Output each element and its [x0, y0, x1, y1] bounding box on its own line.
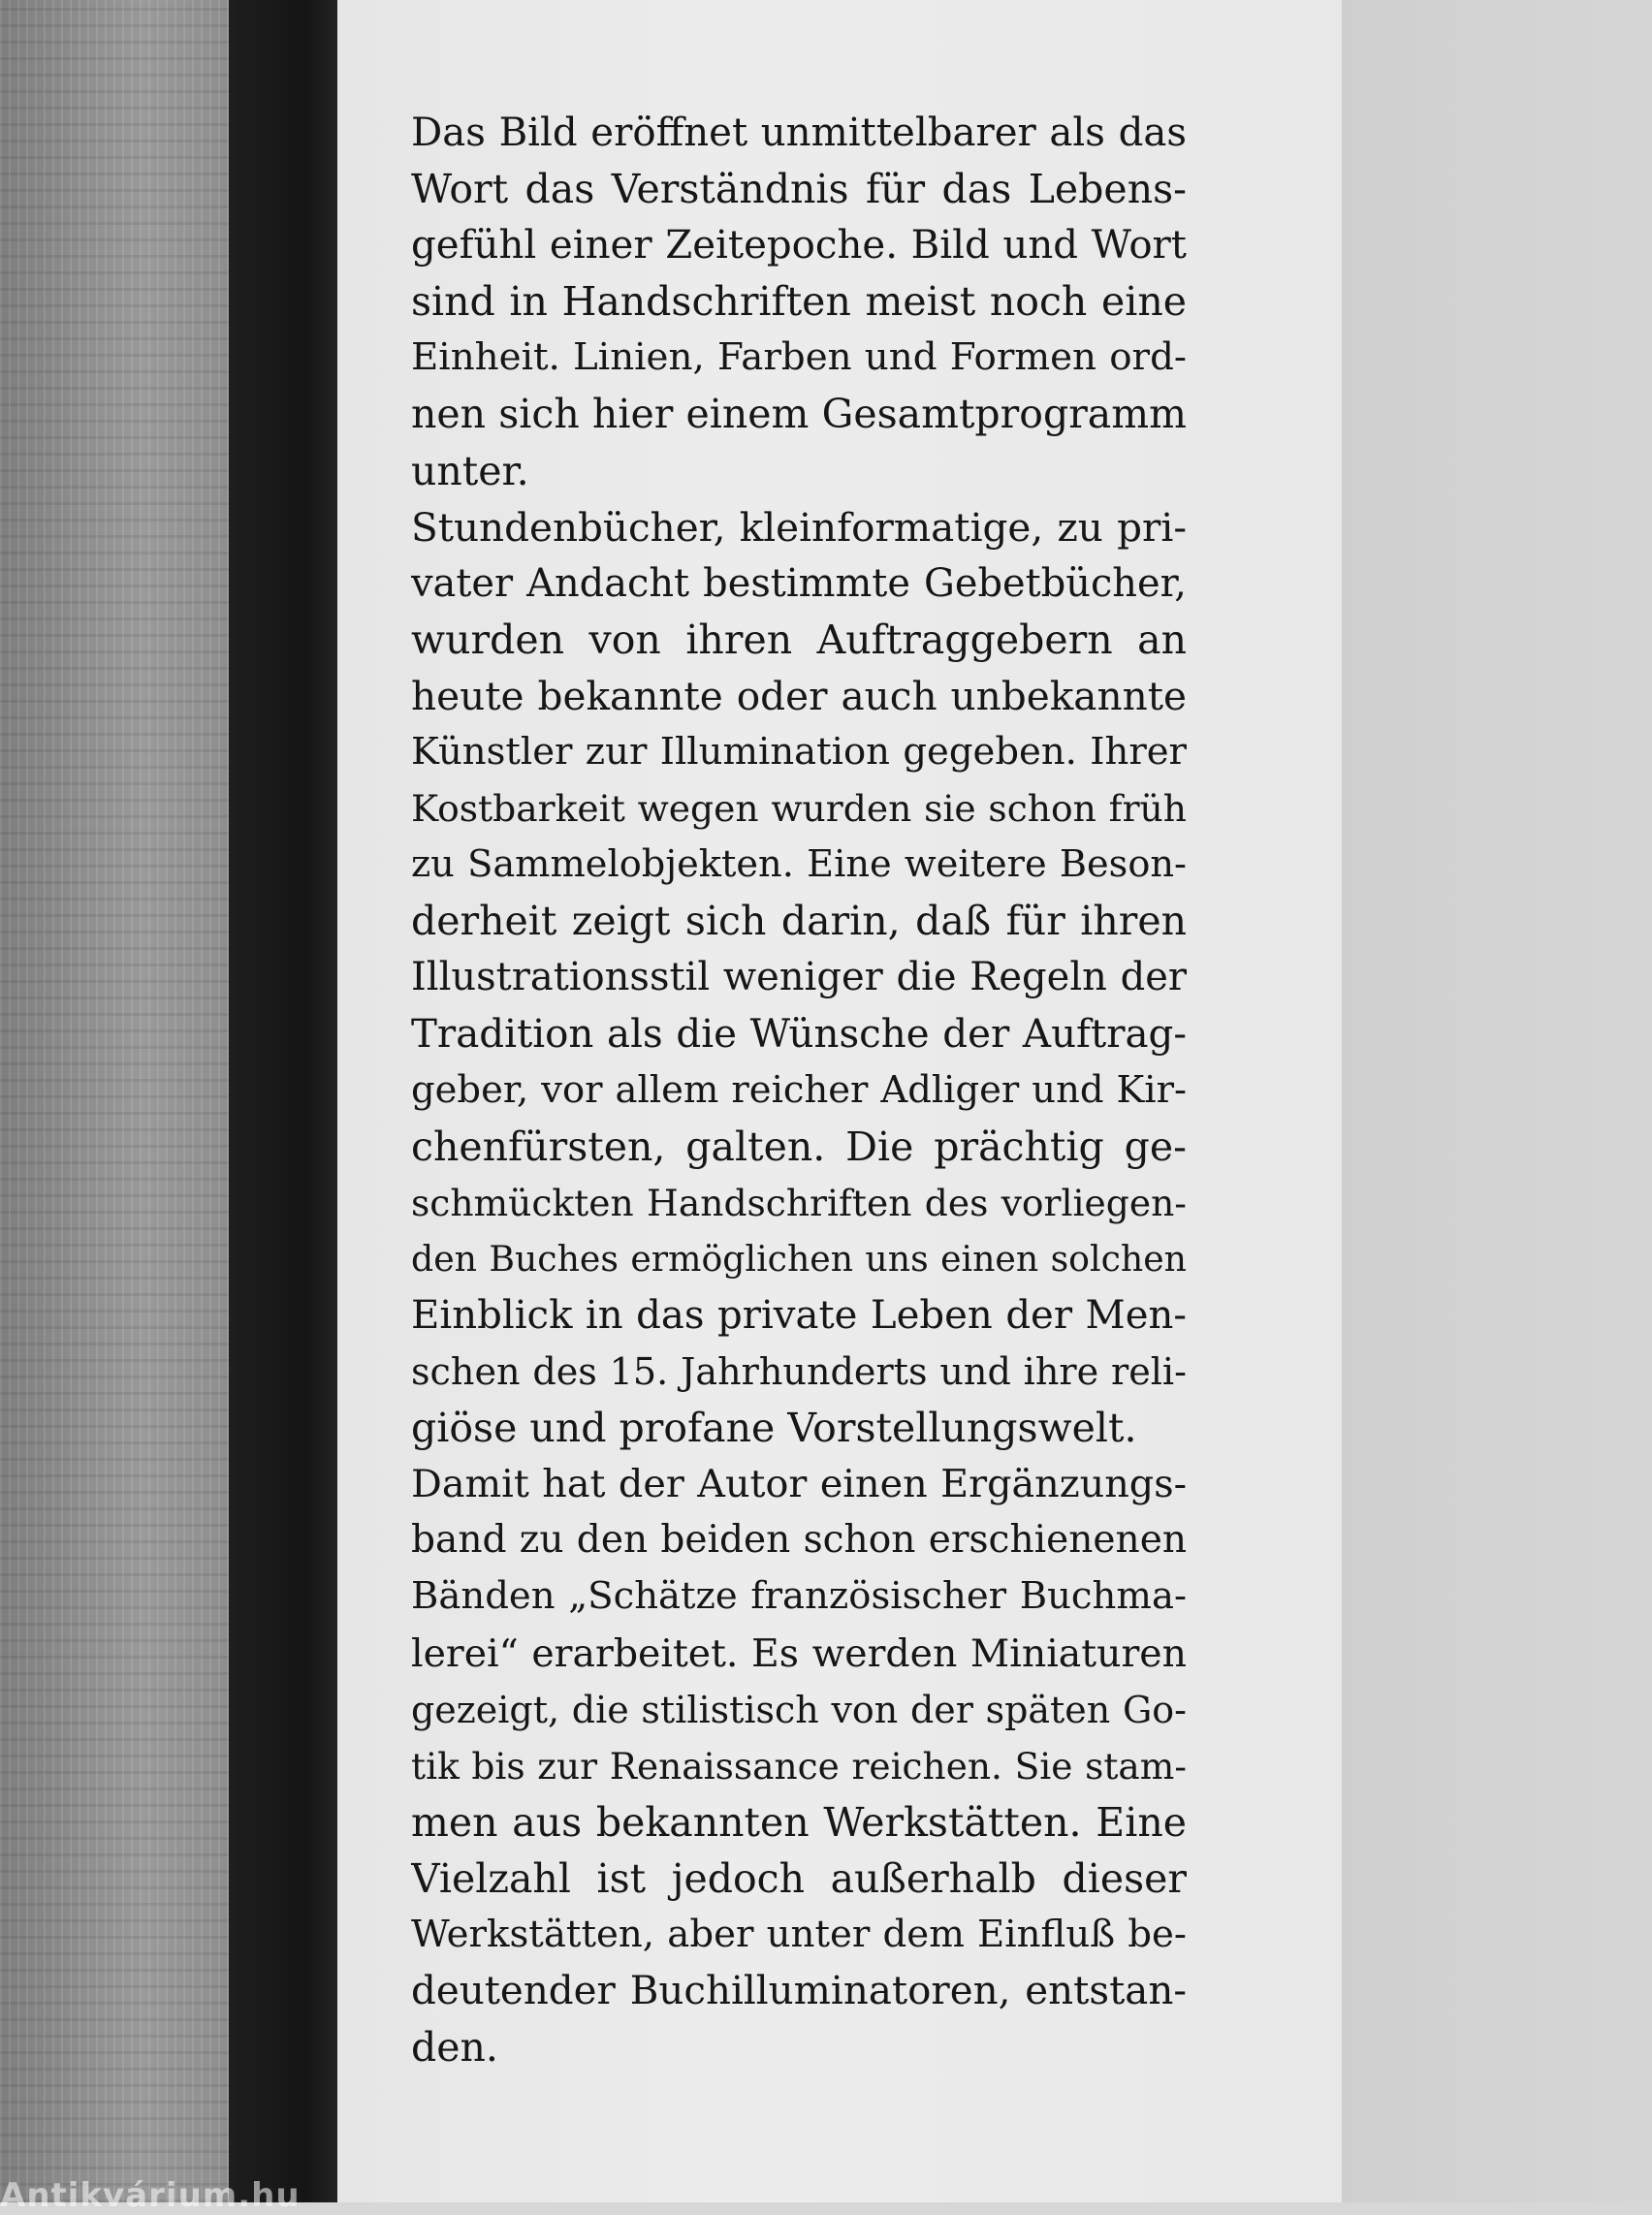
text-line: schen des 15. Jahrhunderts und ihre reli-: [411, 1350, 1187, 1394]
text-line: Wort das Verständnis für das Lebens-: [411, 166, 1187, 213]
paragraph-3: [411, 1456, 1187, 2075]
text-line: Kostbarkeit wegen wurden sie schon früh: [411, 787, 1187, 831]
text-line: Einblick in das private Leben der Men-: [411, 1292, 1187, 1338]
text-line: band zu den beiden schon erschienenen: [411, 1518, 1187, 1563]
text-line: Werkstätten, aber unter dem Einfluß be-: [411, 1913, 1187, 1956]
text-line: Illustrationsstil weniger die Regeln der: [411, 955, 1187, 1000]
text-line: Bänden „Schätze französischer Buchma-: [411, 1574, 1187, 1619]
text-line: nen sich hier einem Gesamtprogramm: [411, 391, 1187, 438]
text-line: Damit hat der Autor einen Ergänzungs-: [411, 1462, 1187, 1507]
text-line: lerei“ erarbeitet. Es werden Miniaturen: [411, 1630, 1187, 1676]
text-line: deutender Buchilluminatoren, entstan-: [411, 1968, 1187, 2014]
text-line: schmückten Handschriften des vorliegen-: [411, 1181, 1187, 1224]
text-line: chenfürsten, galten. Die prächtig ge-: [411, 1123, 1187, 1170]
text-line: zu Sammelobjekten. Eine weitere Beson-: [411, 842, 1187, 887]
text-line: men aus bekannten Werkstätten. Eine: [411, 1798, 1187, 1846]
text-line: wurden von ihren Auftraggebern an: [411, 616, 1187, 663]
paragraph-1: [411, 105, 1187, 499]
page-edge-background: [1342, 0, 1652, 2202]
text-line: heute bekannte oder auch unbekannte: [411, 672, 1187, 719]
text-line: unter.: [411, 447, 529, 494]
body-text: [411, 105, 1187, 2075]
text-line: derheit zeigt sich darin, daß für ihren: [411, 898, 1187, 945]
text-line: sind in Handschriften meist noch eine: [411, 278, 1187, 326]
text-line: tik bis zur Renaissance reichen. Sie stam-: [411, 1744, 1187, 1788]
text-line: Das Bild eröffnet unmittelbarer als das: [411, 111, 1187, 155]
text-line: vater Andacht bestimmte Gebetbücher,: [411, 560, 1187, 606]
text-line: Künstler zur Illumination gegeben. Ihrer: [411, 730, 1187, 775]
text-line: giöse und profane Vorstellungswelt.: [411, 1405, 1137, 1452]
paragraph-2: [411, 499, 1187, 1457]
text-line: Vielzahl ist jedoch außerhalb dieser: [411, 1854, 1187, 1902]
text-line: gefühl einer Zeitepoche. Bild und Wort: [411, 223, 1187, 269]
cloth-backdrop: [0, 0, 242, 2202]
book-spine: [229, 0, 337, 2202]
text-line: Tradition als die Wünsche der Auftrag-: [411, 1010, 1187, 1057]
text-line: Einheit. Linien, Farben und Formen ord-: [411, 335, 1187, 380]
text-line: den.: [411, 2024, 498, 2072]
text-line: Stundenbücher, kleinformatige, zu pri-: [411, 503, 1187, 551]
text-line: den Buches ermöglichen uns einen solchen: [411, 1237, 1187, 1280]
text-line: gezeigt, die stilistisch von der späten Go-: [411, 1688, 1187, 1731]
text-line: geber, vor allem reicher Adliger und Kir-: [411, 1067, 1187, 1112]
watermark-text: Antikvárium.hu: [0, 2176, 301, 2215]
